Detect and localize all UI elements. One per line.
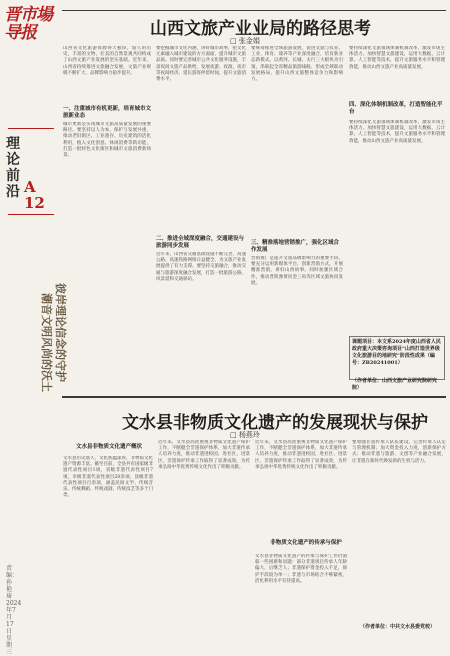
page-number: 12: [24, 194, 45, 212]
project-note: 课题项目：本文系2024年度山西省人民政府重大决策咨询项目“山西打造世界级文化旅游目的地研究”阶段性成果（编号：ZB20241001）: [349, 336, 445, 380]
section-title: 理论前沿: [6, 136, 20, 200]
article2-col3-top: 近年来，文水县高度重视非物质文化遗产保护工作，不断健全非遗保护体系，加大非遗传承人培养力度，推动非遗进校园、进社区、进景区，非遗保护传承工作取得了显著成效，为传承弘扬中华优秀传统文化作出了积极贡献。: [255, 440, 347, 470]
article2-subhead-2: 非物质文化遗产的传承与保护: [270, 540, 342, 546]
article1-col2-body2: 近年来，山西省交通基础设施不断完善，高速公路、高速铁路网络日益健全，为文旅产业发展提供了有力支撑。要坚持交旅融合，推动交通与旅游深度融合发展，打造一批旅游公路、风景道和交通驿站。: [156, 252, 246, 282]
slogan-line-1: 彼岸理论信念的守护: [54, 283, 67, 382]
slogan-line-2: 潮音文明风尚的沃土: [40, 293, 53, 392]
article2-col1-body: 文水县历史悠久，文化底蕴深厚，非物质文化遗产资源丰富。截至目前，全县共有国家级非遗代表性项目1项，省级非遗代表性项目7项，市级非遗代表性项目20余项，县级非遗代表性项目百余项，涵盖民间文学、传统音乐、传统舞蹈、传统戏剧、传统技艺等多个门类。: [63, 456, 153, 499]
page-letter: A: [24, 178, 36, 196]
article1-subhead-3: 三、精准落地营销推广，强化区域合作发展: [251, 240, 340, 253]
newspaper-masthead: 晋市場导报: [4, 5, 52, 43]
article1-title: 山西文旅产业业局的路径思考: [150, 19, 371, 39]
article1-col2-body: 要挖掘城市文化内涵，讲好城市故事，把文化元素融入城市建设的方方面面，提升城市文旅品质。同时要完善城市公共文化服务设施，丰富夜间文旅产品供给，发展夜游、夜演、夜市等夜间经济，延长游客停留时间，提升文旅消费水平。: [156, 46, 246, 83]
article1-subhead-2: 二、推进全域深度融合，交通建设与旅游同步发展: [156, 236, 245, 249]
article2-col4-body: 要加强非遗传承人队伍建设，完善传承人认定与管理机制；加大资金投入力度，创新保护方式；推动非遗与旅游、文创等产业融合发展，让非遗在新时代焕发新的生机与活力。: [352, 440, 446, 464]
article1-byline: □ 张金娟: [230, 37, 260, 45]
section-divider: [8, 214, 54, 215]
article1-intro: 山西省文化旅游资源得天独厚，悠久的历史、丰富的文物、壮美的自然景观共同构成了山西文旅产业发展的坚实基础。近年来，山西省持续推进文旅融合发展，文旅产业规模不断扩大，品牌影响力稳步提升。: [63, 46, 151, 76]
article2-title: 文水县非物质文化遗产的发展现状与保护: [122, 413, 428, 433]
article2-byline: □ 杨燕玲: [230, 431, 260, 439]
article1-author-info: （作者单位：山西文旅产业研究院研究院）: [352, 378, 438, 391]
article1-col3-body: 要统筹推进全域旅游发展，促进文旅与农业、工业、体育、康养等产业深度融合，培育新业态新模式。以黄河、长城、太行三大板块为引领，串联起全省精品旅游线路，形成全域联动发展格局，提升山西文旅整体竞争力和影响力。: [251, 46, 343, 83]
article1-subhead-1: 一、注重城市有机更新，培育城市文旅新业态: [63, 106, 152, 119]
article-divider: [62, 396, 446, 398]
article2-col2-body: 近年来，文水县高度重视非物质文化遗产保护工作，不断健全非遗保护体系，加大非遗传承人培养力度，推动非遗进校园、进社区、进景区，非遗保护传承工作取得了显著成效，为传承弘扬中华优秀传统文化作出了积极贡献。: [158, 440, 250, 470]
masthead-sidebar: [0, 0, 67, 656]
article2-author-info: （作者单位：中共文水县委党校）: [360, 624, 436, 630]
article1-col4-body: 要持续深化文旅领域体制机制改革，激发市场主体活力。加快智慧文旅建设，运用大数据、云计算、人工智能等技术，提升文旅服务水平和管理效能，推动山西文旅产业高质量发展。: [349, 120, 445, 144]
page-footer: 责编：孙艳琦 2024年7月17日 星期三: [6, 565, 22, 656]
article1-subhead-4: 四、深化体制机制改革，打造智能化平台: [349, 102, 443, 115]
article1-col3-body2: 营销推广是提升文旅品牌影响力的重要手段。要充分运用新媒体平台，创新营销方式，开展精准营销，讲好山西故事。同时加强区域合作，推动晋陕豫黄河金三角等区域文旅协同发展。: [251, 256, 343, 286]
article2-col3-body: 文水县非物质文化遗产的传承与保护工作仍面临一些困难和问题：部分非遗项目传承人年龄偏大，后继乏人；非遗保护资金投入不足，保护手段较为单一；非遗与市场结合不够紧密，活化利用水平有待提高。: [255, 554, 347, 584]
masthead-divider: [8, 128, 54, 129]
article2-subhead-1: 文水县非物质文化遗产概状: [75, 444, 142, 450]
top-rule: [62, 10, 446, 11]
article1-col4-top: 要持续深化文旅领域体制机制改革，激发市场主体活力。加快智慧文旅建设，运用大数据、云计算、人工智能等技术，提升文旅服务水平和管理效能，推动山西文旅产业高质量发展。: [349, 46, 445, 70]
article1-col1-body: 城市更新是实现城市文旅高质量发展的重要路径。要坚持以人为本，保护与发展并重，推动老旧街区、工业遗存、历史建筑的活化利用，植入文化创意、休闲消费等新功能，打造一批特色文化街区和城市文旅消费新场景。: [63, 122, 151, 159]
